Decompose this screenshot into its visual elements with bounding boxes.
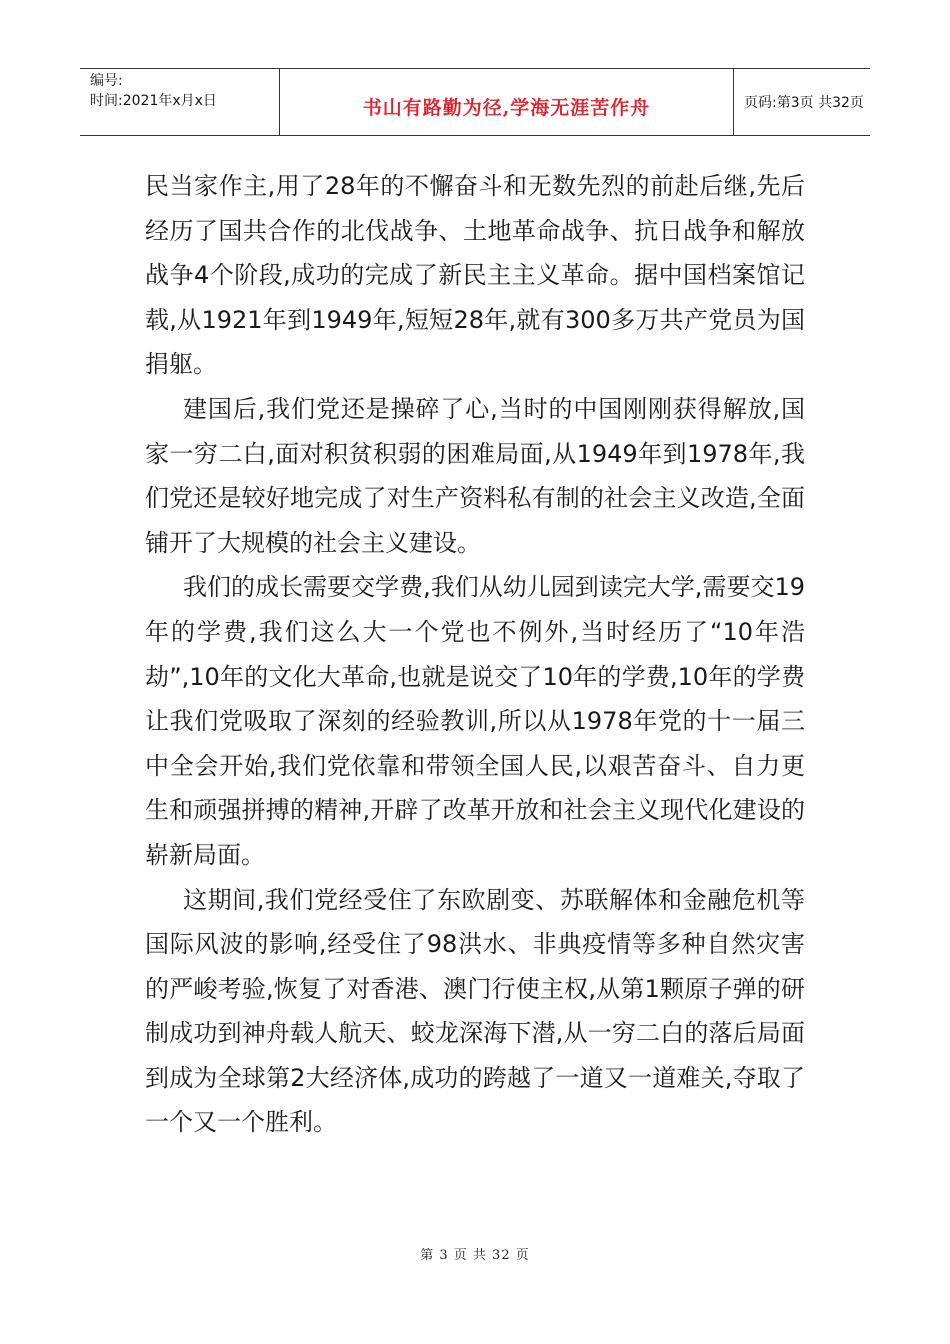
document-body bbox=[145, 164, 805, 1145]
page-footer: 第 3 页 共 32 页 bbox=[420, 1248, 530, 1263]
page-label: 页码:第3页 共32页 bbox=[744, 95, 864, 111]
time-label: 时间:2021年x月x日 bbox=[90, 93, 217, 109]
paragraph-1: 民当家作主,用了28年的不懈奋斗和无数先烈的前赴后继,先后经历了国共合作的北伐战争、土地革命战争、抗日战争和解放战争4个阶段,成功的完成了新民主主义革命。据中国档案馆记载,从1921年到1949年,短短28年,就有300多万共产党员为国捐躯。 bbox=[145, 172, 805, 379]
header-motto-cell bbox=[280, 69, 734, 135]
paragraph-3: 我们的成长需要交学费,我们从幼儿园到读完大学,需要交19年的学费,我们这么大一个党也不例外,当时经历了“10年浩劫”,10年的文化大革命,也就是说交了10年的学费,10年的学费让我们党吸取了深刻的经验教训,所以从1978年党的十一届三中全会开始,我们党依靠和带领全国人民,以艰苦奋斗、自力更生和顽强拼搏的精神,开辟了改革开放和社会主义现代化建设的崭新局面。 bbox=[145, 573, 805, 869]
paragraph-4: 这期间,我们党经受住了东欧剧变、苏联解体和金融危机等国际风波的影响,经受住了98洪水、非典疫情等多种自然灾害的严峻考验,恢复了对香港、澳门行使主权,从第1颗原子弹的研制成功到神舟载人航天、蛟龙深海下潜,从一穷二白的落后局面到成为全球第2大经济体,成功的跨越了一道又一道难关,夺取了一个又一个胜利。 bbox=[145, 885, 805, 1137]
header-meta-cell bbox=[80, 69, 280, 135]
paragraph-2: 建国后,我们党还是操碎了心,当时的中国刚刚获得解放,国家一穷二白,面对积贫积弱的困难局面,从1949年到1978年,我们党还是较好地完成了对生产资料私有制的社会主义改造,全面铺开了大规模的社会主义建设。 bbox=[145, 394, 805, 557]
number-label: 编号: bbox=[90, 73, 123, 89]
page-header bbox=[80, 68, 870, 136]
motto-text: 书山有路勤为径,学海无涯苦作舟 bbox=[362, 96, 651, 119]
header-page-cell bbox=[734, 69, 870, 135]
